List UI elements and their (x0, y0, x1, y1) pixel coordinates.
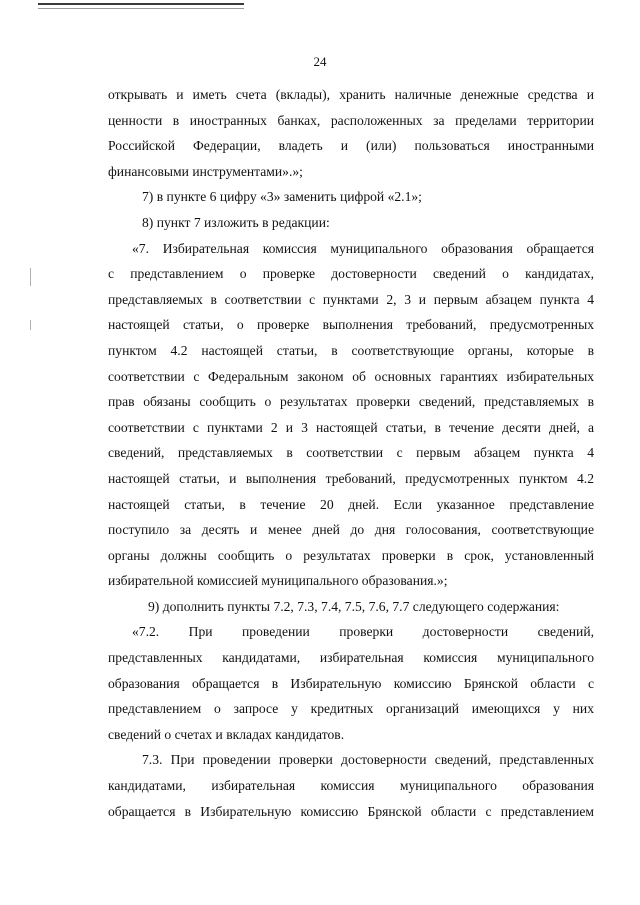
text-line: «7. Избирательная комиссия муниципального образования обращается (132, 240, 594, 256)
text-line: сведений о счетах и вкладах кандидатов. (108, 726, 345, 742)
text-line: представленных кандидатами, избирательная комиссия муниципального (108, 650, 594, 666)
text-line: органы должны сообщить о результатах проверки в срок, установленный (108, 547, 594, 563)
top-header-rule-thin (38, 8, 244, 9)
top-header-rule (38, 3, 244, 5)
text-line: сведений, представляемых в соответствии с первым абзацем пункта 4 (108, 445, 594, 461)
text-line: поступило за десять и менее дней до дня голосования, соответствующие (108, 522, 594, 538)
text-line: кандидатами, избирательная комиссия муниципального образования (108, 778, 594, 794)
text-line: 8) пункт 7 изложить в редакции: (142, 214, 330, 230)
text-line: открывать и иметь счета (вклады), хранить наличные денежные средства и (108, 87, 594, 102)
text-line: 9) дополнить пункты 7.2, 7.3, 7.4, 7.5, 7.6, 7.7 следующего содержания: (148, 598, 560, 614)
text-line: «7.2. При проведении проверки достоверности сведений, (132, 624, 594, 640)
text-line: Российской Федерации, владеть и (или) пользоваться иностранными (108, 138, 594, 154)
text-line: прав обязаны сообщить о результатах проверки сведений, представляемых в (108, 394, 594, 410)
text-line: финансовыми инструментами».»; (108, 163, 303, 179)
text-line: соответствии с Федеральным законом об основных гарантиях избирательных (108, 368, 594, 384)
text-line: пунктом 4.2 настоящей статьи, в соответствующие органы, которые в (108, 342, 594, 358)
text-line: настоящей статьи, и выполнения требований, предусмотренных пунктом 4.2 (108, 470, 594, 486)
document-body (108, 82, 594, 824)
text-line: с представлением о проверке достоверности сведений о кандидатах, (108, 266, 594, 282)
margin-mark (30, 268, 31, 286)
text-line: избирательной комиссией муниципального образования.»; (108, 573, 448, 589)
text-line: представлением о запросе у кредитных организаций имеющихся у них (108, 701, 594, 717)
text-line: представляемых в соответствии с пунктами 2, 3 и первым абзацем пункта 4 (108, 291, 594, 307)
text-line: 7.3. При проведении проверки достоверности сведений, представленных (142, 752, 594, 768)
text-line: настоящей статьи, о проверке выполнения требований, предусмотренных (108, 317, 594, 333)
margin-mark (30, 320, 31, 330)
text-line: образования обращается в Избирательную комиссию Брянской области с (108, 675, 594, 691)
text-line: ценности в иностранных банках, расположенных за пределами территории (108, 112, 594, 128)
text-line: 7) в пункте 6 цифру «3» заменить цифрой «2.1»; (142, 189, 422, 205)
text-line: настоящей статьи, в течение 20 дней. Если указанное представление (108, 496, 594, 512)
page-number: 24 (313, 54, 327, 69)
text-line: обращается в Избирательную комиссию Брянской области с представлением (108, 803, 594, 819)
text-line: соответствии с пунктами 2 и 3 настоящей статьи, в течение десяти дней, а (108, 419, 594, 435)
